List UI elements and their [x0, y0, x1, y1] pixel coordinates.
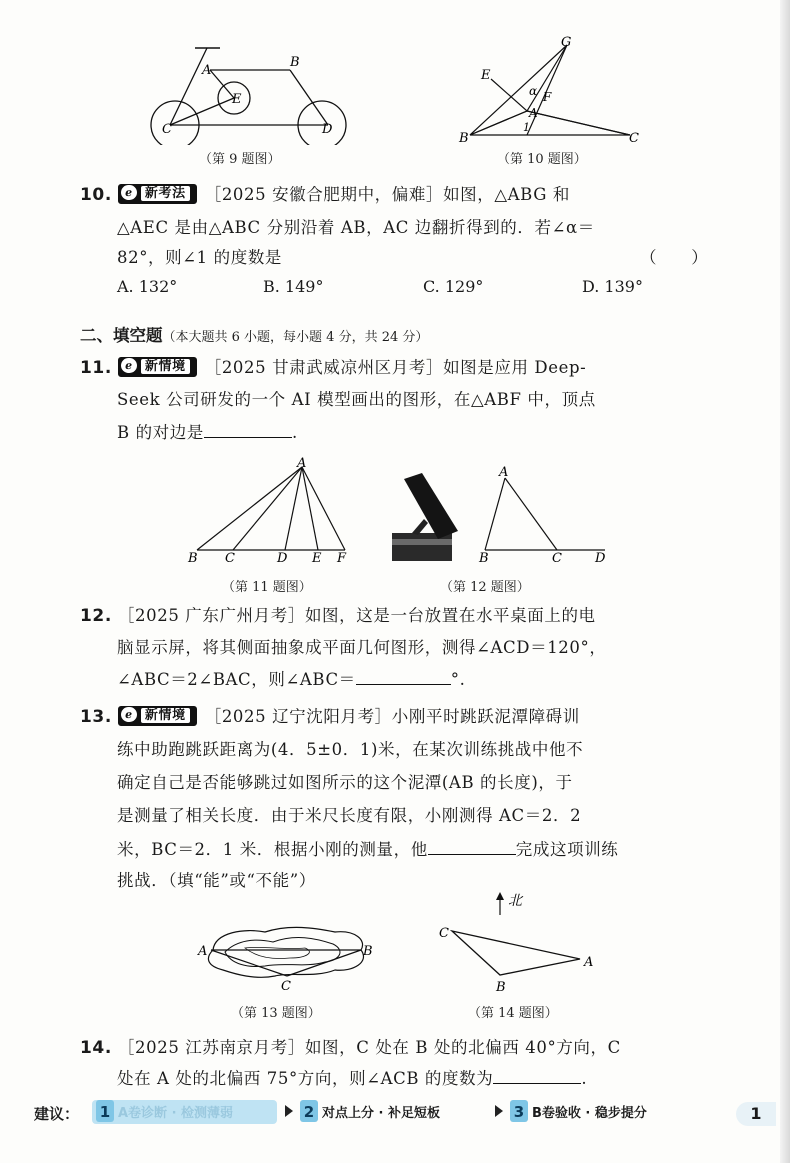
figure-11	[185, 455, 355, 565]
badge-logo-icon: ℯ	[121, 185, 137, 200]
figure-12	[475, 460, 615, 565]
fig13-label-c: C	[281, 979, 291, 994]
page-edge	[780, 0, 790, 1163]
fig9-label-c: C	[162, 122, 172, 137]
figure-10-caption: （第 10 题图）	[497, 152, 587, 167]
fig14-north-label: 北	[508, 893, 522, 909]
section-heading	[80, 322, 428, 346]
fig11-label-b: B	[188, 551, 198, 565]
q13-line-1	[80, 705, 580, 729]
fig12-label-a: A	[499, 465, 509, 480]
q14-text-1: ［2025 江苏南京月考］如图，C 处在 B 处的北偏西 40°方向，C	[117, 1038, 621, 1057]
q13-line-4: 是测量了相关长度．由于米尺长度有限，小刚测得 AC＝2．2	[117, 806, 582, 825]
q13-line-5: 米，BC＝2．1 米．根据小刚的测量，他 完成这项训练	[117, 837, 618, 862]
fig14-label-a: A	[584, 955, 594, 970]
figure-14	[430, 885, 610, 995]
fig9-label-b: B	[290, 55, 300, 70]
badge-logo-icon: ℯ	[121, 707, 137, 722]
q14-number: 14.	[80, 1038, 112, 1058]
footer-step-2: 2 对点上分 · 补足短板	[300, 1100, 440, 1124]
fig10-label-b: B	[459, 131, 469, 145]
q10-badge: ℯ 新考法	[118, 184, 197, 204]
figure-12-caption: （第 12 题图）	[440, 580, 530, 595]
figure-9	[150, 40, 350, 145]
q14-line-2: 处在 A 处的北偏西 75°方向，则∠ACB 的度数为 .	[117, 1066, 587, 1091]
q10-option-d: D. 139°	[582, 277, 643, 296]
fig13-label-b: B	[363, 944, 373, 959]
fig14-label-b: B	[496, 980, 506, 995]
q10-line-2: △AEC 是由△ABC 分别沿着 AB，AC 边翻折得到的．若∠α＝	[117, 218, 595, 237]
q14-line-1	[80, 1036, 621, 1060]
q11-answer-blank[interactable]	[204, 420, 292, 438]
footer-label: 建议：	[34, 1105, 80, 1123]
footer-step-3: 3 B卷验收 · 稳步提分	[510, 1100, 647, 1124]
badge-logo-icon: ℯ	[121, 358, 137, 373]
fig9-label-d: D	[322, 122, 333, 137]
q13-line-3: 确定自己是否能够跳过如图所示的这个泥潭(AB 的长度)，于	[117, 773, 573, 792]
figure-9-caption: （第 9 题图）	[199, 152, 281, 167]
q10-number: 10.	[80, 185, 112, 205]
fig10-label-1: 1	[523, 121, 530, 134]
q13-number: 13.	[80, 707, 112, 727]
q12-line-2: 脑显示屏，将其侧面抽象成平面几何图形，测得∠ACD＝120°，	[117, 638, 607, 657]
q10-option-b: B. 149°	[263, 277, 324, 296]
page-number: 1	[736, 1102, 776, 1126]
footer-arrow-icon	[285, 1105, 293, 1117]
figure-13	[195, 920, 380, 995]
fig11-label-a: A	[297, 456, 307, 471]
fig12-label-d: D	[595, 551, 606, 565]
q12-line-3: ∠ABC＝2∠BAC，则∠ABC＝ °.	[117, 667, 466, 692]
figure-12-monitor-photo	[392, 473, 462, 565]
q11-line-1	[80, 356, 586, 380]
figure-14-caption: （第 14 题图）	[468, 1006, 558, 1021]
q12-line-1	[80, 604, 596, 628]
q11-number: 11.	[80, 358, 112, 378]
fig10-label-g: G	[561, 35, 572, 50]
q10-option-a: A. 132°	[117, 277, 178, 296]
q11-text-1: ［2025 甘肃武威凉州区月考］如图是应用 Deep-	[204, 358, 587, 377]
fig10-label-c: C	[629, 131, 639, 145]
q13-answer-blank[interactable]	[428, 837, 516, 855]
q10-option-c: C. 129°	[423, 277, 484, 296]
fig10-label-a: A	[529, 106, 538, 120]
fig11-label-e: E	[312, 551, 322, 565]
figure-10	[455, 35, 645, 145]
q12-answer-blank[interactable]	[356, 667, 451, 685]
q13-line-6: 挑战．（填“能”或“不能”）	[117, 871, 316, 890]
q13-line-2: 练中助跑跳跃距离为(4．5±0．1)米，在某次训练挑战中他不	[117, 740, 584, 759]
figure-11-caption: （第 11 题图）	[222, 580, 312, 595]
q12-number: 12.	[80, 606, 112, 626]
q13-text-1: ［2025 辽宁沈阳月考］小刚平时跳跃泥潭障碍训	[204, 707, 580, 726]
q13-badge: ℯ 新情境	[118, 706, 197, 726]
footer-arrow-icon	[495, 1105, 503, 1117]
q11-line-3: B 的对边是 .	[117, 420, 298, 445]
section-note: （本大题共 6 小题，每小题 4 分，共 24 分）	[162, 330, 429, 345]
q14-answer-blank[interactable]	[493, 1066, 581, 1084]
q11-line-2: Seek 公司研发的一个 AI 模型画出的图形，在△ABF 中，顶点	[117, 390, 596, 409]
footer-step-1: 1 A卷诊断 · 检测薄弱	[92, 1100, 277, 1124]
fig12-label-b: B	[479, 551, 489, 565]
fig12-label-c: C	[552, 551, 562, 565]
figure-13-caption: （第 13 题图）	[231, 1006, 321, 1021]
footer-bar	[0, 1096, 790, 1130]
fig11-label-f: F	[337, 551, 347, 565]
q11-badge: ℯ 新情境	[118, 357, 197, 377]
fig13-label-a: A	[198, 944, 208, 959]
fig10-label-alpha: α	[529, 84, 538, 98]
fig11-label-c: C	[225, 551, 235, 565]
section-title: 二、填空题	[80, 326, 163, 345]
fig10-label-f: F	[543, 90, 552, 104]
q10-line-1	[80, 183, 570, 207]
q12-text-1: ［2025 广东广州月考］如图，这是一台放置在水平桌面上的电	[117, 606, 596, 625]
fig14-label-c: C	[439, 926, 449, 941]
fig10-label-e: E	[481, 68, 491, 83]
q10-text-1: ［2025 安徽合肥期中，偏难］如图，△ABG 和	[204, 185, 570, 204]
q10-line-3: 82°，则∠1 的度数是	[117, 248, 283, 267]
fig9-label-a: A	[202, 63, 212, 78]
fig9-label-e: E	[232, 92, 242, 107]
q10-answer-bracket: （ ）	[640, 248, 709, 267]
fig11-label-d: D	[277, 551, 288, 565]
